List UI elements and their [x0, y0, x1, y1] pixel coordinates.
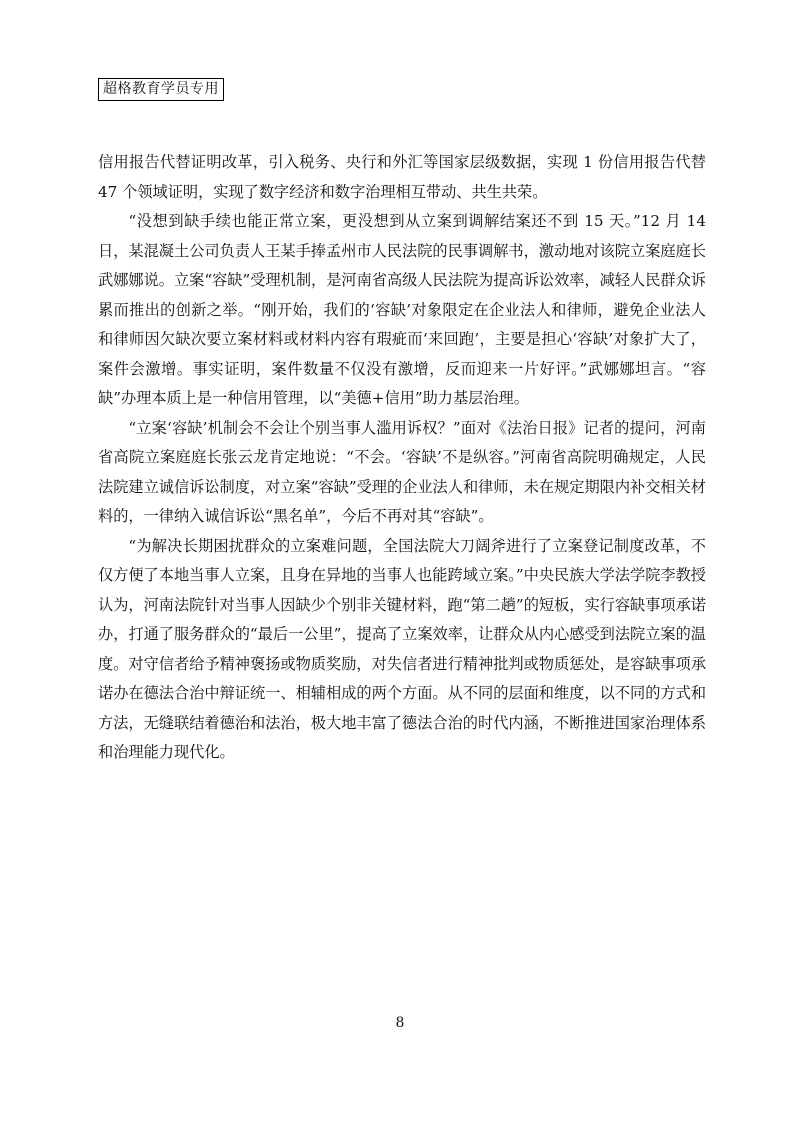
paragraph: “没想到缺手续也能正常立案，更没想到从立案到调解结案还不到 15 天。”12 月 14 日，某混凝土公司负责人王某手捧孟州市人民法院的民事调解书，激动地对该院立案庭庭长武娜娜说。立案“容缺”受理机制，是河南省高级人民法院为提高诉讼效率，减轻人民群众诉累而推出的创新之举。“刚开始，我们的‘容缺’对象限定在企业法人和律师，避免企业法人和律师因欠缺次要立案材料或材料内容有瑕疵而‘来回跑’，主要是担心‘容缺’对象扩大了，案件会激增。事实证明，案件数量不仅没有激增，反而迎来一片好评。”武娜娜坦言。“容缺”办理本质上是一种信用管理，以“美德+信用”助力基层治理。	[98, 212, 706, 407]
paragraph-continuation: 信用报告代替证明改革，引入税务、央行和外汇等国家层级数据，实现 1 份信用报告代替 47 个领域证明，实现了数字经济和数字治理相互带动、共生共荣。	[98, 153, 706, 201]
paragraph: “为解决长期困扰群众的立案难问题，全国法院大刀阔斧进行了立案登记制度改革，不仅方便了本地当事人立案，且身在异地的当事人也能跨域立案。”中央民族大学法学院李教授认为，河南法院针对当事人因缺少个别非关键材料，跑“第二趟”的短板，实行容缺事项承诺办，打通了服务群众的“最后一公里”，提高了立案效率，让群众从内心感受到法院立案的温度。对守信者给予精神褒扬或物质奖励，对失信者进行精神批判或物质惩处，是容缺事项承诺办在德法合治中辩证统一、相辅相成的两个方面。从不同的层面和维度，以不同的方式和方法，无缝联结着德治和法治，极大地丰富了德法合治的时代内涵，不断推进国家治理体系和治理能力现代化。	[98, 536, 706, 761]
page-number: 8	[395, 1015, 405, 1031]
document-body	[98, 148, 706, 768]
watermark-stamp: 超格教育学员专用	[98, 78, 224, 101]
paragraph: “立案‘容缺’机制会不会让个别当事人滥用诉权？”面对《法治日报》记者的提问，河南省高院立案庭庭长张云龙肯定地说：“不会。‘容缺’不是纵容。”河南省高院明确规定，人民法院建立诚信诉讼制度，对立案“容缺”受理的企业法人和律师，未在规定期限内补交相关材料的，一律纳入诚信诉讼“黑名单”，今后不再对其“容缺”。	[98, 418, 706, 525]
